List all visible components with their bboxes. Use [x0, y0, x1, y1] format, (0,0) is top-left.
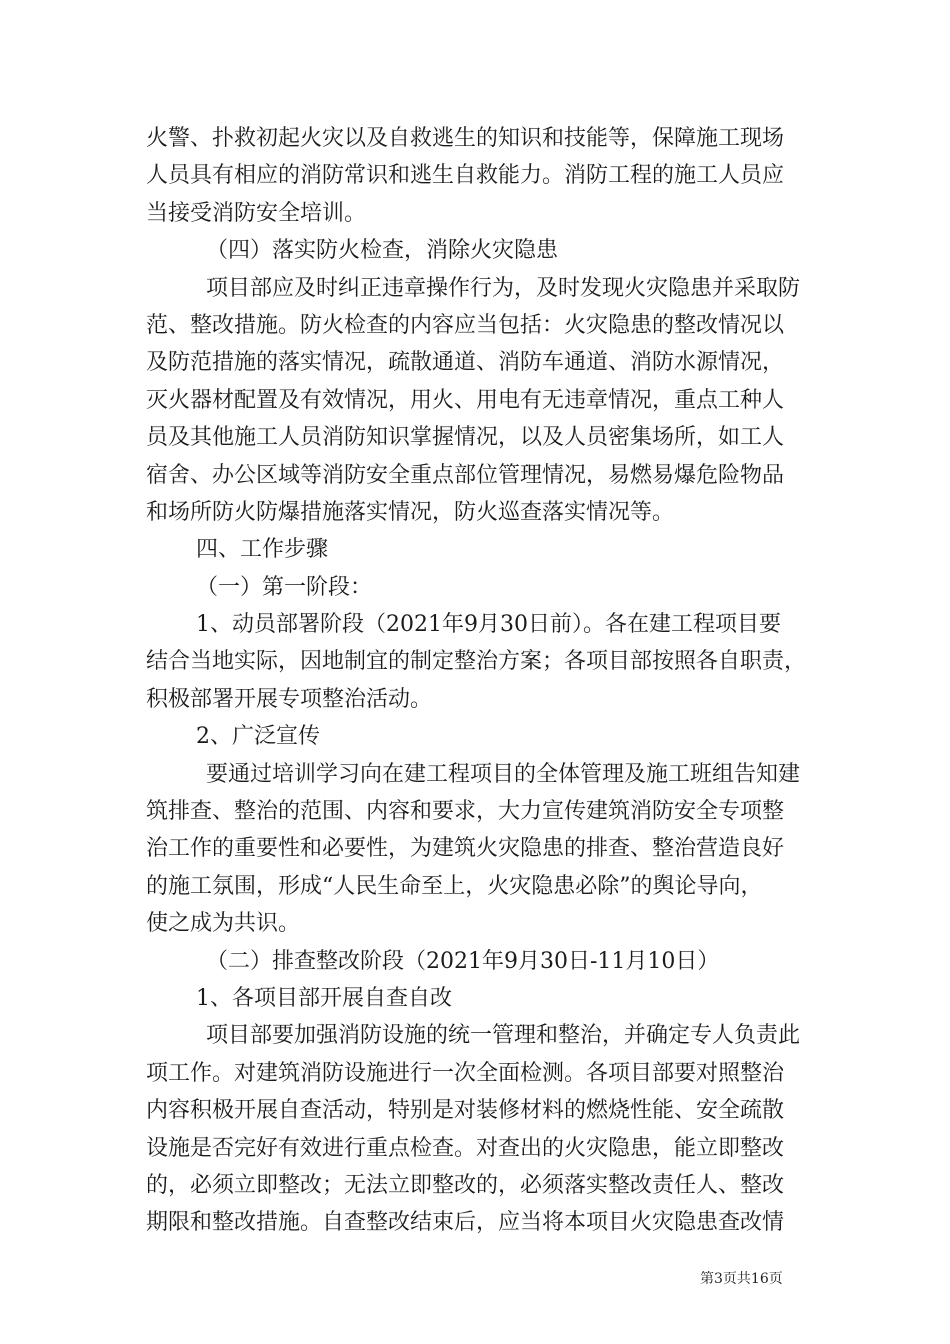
- text-line: 使之成为共识。: [146, 911, 301, 937]
- text-line: 的施工氛围，形成“人民生命至上，火灾隐患必除”的舆论导向，: [146, 873, 763, 899]
- text-line: 员及其他施工人员消防知识掌握情况，以及人员密集场所，如工人: [146, 425, 785, 451]
- text-line: 宿舍、办公区域等消防安全重点部位管理情况，易燃易爆危险物品: [146, 462, 785, 488]
- text-line: 项目部应及时纠正违章操作行为，及时发现火灾隐患并采取防: [206, 275, 801, 301]
- text-line: 项目部要加强消防设施的统一管理和整治，并确定专人负责此: [206, 1023, 801, 1049]
- page-number: 第3页共16页: [700, 1271, 783, 1287]
- text-line: （一）第一阶段：: [196, 574, 373, 600]
- text-line: 1、各项目部开展自查自改: [196, 985, 452, 1011]
- text-line: 治工作的重要性和必要性，为建筑火灾隐患的排查、整治营造良好: [146, 836, 785, 862]
- text-line: （二）排查整改阶段（2021年9月30日-11月10日）: [206, 948, 720, 974]
- text-line: 人员具有相应的消防常识和逃生自救能力。消防工程的施工人员应: [146, 163, 785, 189]
- text-line: 和场所防火防爆措施落实情况，防火巡查落实情况等。: [146, 499, 675, 525]
- text-line: 火警、扑救初起火灾以及自救逃生的知识和技能等，保障施工现场: [146, 126, 785, 151]
- text-line: 2、广泛宣传: [196, 724, 320, 750]
- text-line: 四、工作步骤: [196, 537, 329, 563]
- text-line: 的，必须立即整改；无法立即整改的，必须落实整改责任人、整改: [146, 1172, 785, 1198]
- text-line: 期限和整改措施。自查整改结束后，应当将本项目火灾隐患查改情: [146, 1210, 785, 1236]
- text-line: 筑排查、整治的范围、内容和要求，大力宣传建筑消防安全专项整: [146, 799, 785, 825]
- text-line: 灭火器材配置及有效情况，用火、用电有无违章情况，重点工种人: [146, 387, 785, 413]
- text-line: 结合当地实际，因地制宜的制定整治方案；各项目部按照各自职责，: [146, 649, 807, 675]
- text-line: 内容积极开展自查活动，特别是对装修材料的燃烧性能、安全疏散: [146, 1098, 785, 1124]
- text-line: 1、动员部署阶段（2021年9月30日前）。各在建工程项目要: [196, 612, 781, 638]
- text-line: 当接受消防安全培训。: [146, 200, 367, 226]
- text-line: 积极部署开展专项整治活动。: [146, 686, 433, 712]
- text-line: 设施是否完好有效进行重点检查。对查出的火灾隐患，能立即整改: [146, 1135, 785, 1161]
- text-line: 项工作。对建筑消防设施进行一次全面检测。各项目部要对照整治: [146, 1060, 785, 1086]
- text-line: 及防范措施的落实情况，疏散通道、消防车通道、消防水源情况，: [146, 350, 785, 376]
- document-body: [146, 120, 811, 1242]
- text-line: 范、整改措施。防火检查的内容应当包括：火灾隐患的整改情况以: [146, 312, 785, 338]
- text-line: 要通过培训学习向在建工程项目的全体管理及施工班组告知建: [206, 761, 801, 787]
- text-line: （四）落实防火检查，消除火灾隐患: [206, 238, 559, 264]
